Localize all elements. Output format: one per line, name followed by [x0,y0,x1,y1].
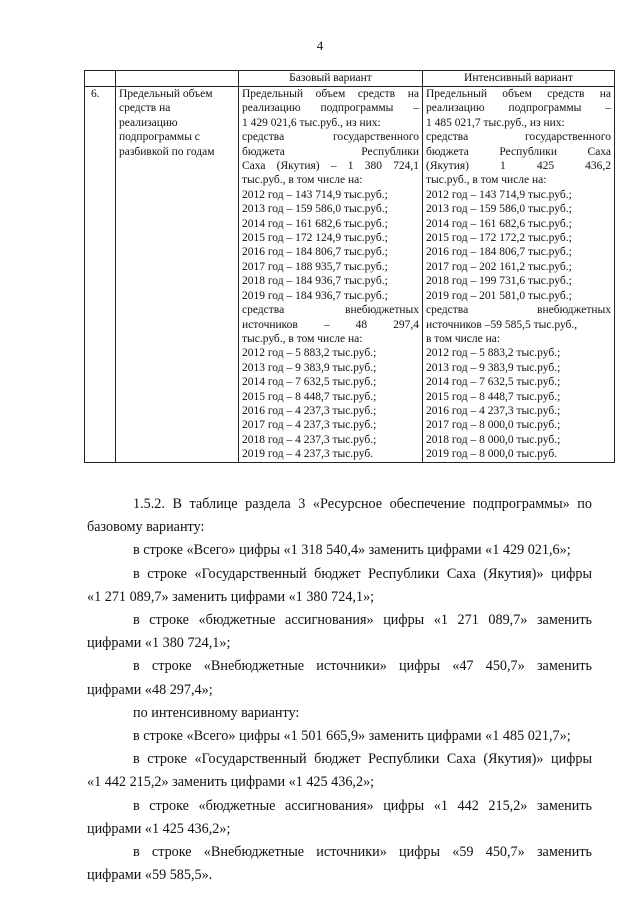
cell-line: 2014 год – 7 632,5 тыс.руб.; [426,376,561,389]
cell-line: средства государственного [426,131,611,144]
intensive-variant-cell [423,87,615,463]
cell-line: средства государственного [242,131,419,144]
body-line: цифрами «48 297,4»; [87,681,213,698]
cell-line: 2017 год – 8 000,0 тыс.руб.; [426,419,561,432]
body-line: цифрами «1 380 724,1»; [87,635,231,652]
cell-line: 2015 год – 8 448,7 тыс.руб.; [242,390,377,403]
cell-line: 2018 год – 4 237,3 тыс.руб.; [242,433,377,446]
cell-line: 2013 год – 9 383,9 тыс.руб.; [426,361,561,374]
cell-line: 2012 год – 5 883,2 тыс.руб.; [242,347,377,360]
cell-line: источников –59 585,5 тыс.руб., [426,318,578,331]
funding-table [84,70,615,463]
page-number: 4 [316,38,324,53]
cell-line: 2016 год – 184 806,7 тыс.руб.; [242,246,388,259]
cell-line: 2019 год – 184 936,7 тыс.руб.; [242,289,388,302]
cell-line: 2017 год – 4 237,3 тыс.руб.; [242,419,377,432]
cell-line: 2017 год – 202 161,2 тыс.руб.; [426,260,572,273]
header-cell-intensive: Интенсивный вариант [423,71,615,87]
row-label-line: Предельный объем [119,88,213,100]
header-cell-label [116,71,239,87]
cell-line: 2012 год – 143 714,9 тыс.руб.; [242,188,388,201]
cell-line: бюджета Республики Саха [426,145,611,158]
cell-line: бюджета Республики [242,145,419,158]
cell-line: средства внебюджетных [242,304,419,317]
body-line: в строке «Государственный бюджет Республики Саха (Якутия)» цифры [133,751,592,768]
body-line: в строке «Всего» цифры «1 318 540,4» заменить цифрами «1 429 021,6»; [133,542,571,559]
body-line: «1 442 215,2» заменить цифрами «1 425 436,2»; [87,774,375,791]
cell-line: 2018 год – 8 000,0 тыс.руб.; [426,433,561,446]
cell-line: 2014 год – 161 682,6 тыс.руб.; [242,217,388,230]
body-line: по интенсивному варианту: [133,704,300,721]
cell-line: 2015 год – 8 448,7 тыс.руб.; [426,390,561,403]
cell-line: Саха (Якутия) – 1 380 724,1 [242,160,419,173]
header-cell-number [85,71,116,87]
cell-line: тыс.руб., в том числе на: [242,332,363,345]
header-cell-base: Базовый вариант [239,71,423,87]
cell-line: 2014 год – 161 682,6 тыс.руб.; [426,217,572,230]
row-label-line: средств на [119,102,171,115]
cell-line: 2018 год – 184 936,7 тыс.руб.; [242,275,388,288]
cell-line: (Якутия) 1 425 436,2 [426,160,611,173]
body-line: цифрами «1 425 436,2»; [87,820,231,837]
body-text [87,493,592,887]
cell-line: 2019 год – 201 581,0 тыс.руб.; [426,289,572,302]
cell-line: в том числе на: [426,332,501,345]
cell-line: 2018 год – 199 731,6 тыс.руб.; [426,275,572,288]
body-line: базовому варианту: [87,519,205,536]
cell-line: тыс.руб., в том числе на: [242,174,363,187]
cell-line: Предельный объем средств на [426,88,611,100]
cell-line: 2019 год – 4 237,3 тыс.руб. [242,448,374,461]
body-line: в строке «бюджетные ассигнования» цифры «1 442 215,2» заменить [133,797,592,814]
cell-line: 2013 год – 159 586,0 тыс.руб.; [426,203,572,216]
table-header-row [85,71,615,87]
cell-line: тыс.руб., в том числе на: [426,174,547,187]
cell-line: 2016 год – 4 237,3 тыс.руб.; [242,404,377,417]
row-label-line: реализацию [119,116,178,129]
cell-line: реализацию подпрограммы – [242,102,419,115]
base-variant-cell [239,87,423,463]
cell-line: 2013 год – 159 586,0 тыс.руб.; [242,203,388,216]
cell-line: 2015 год – 172 124,9 тыс.руб.; [242,232,388,245]
body-line: в строке «Государственный бюджет Республики Саха (Якутия)» цифры [133,565,592,582]
body-line: в строке «Внебюджетные источники» цифры «59 450,7» заменить [133,844,592,861]
cell-line: 1 429 021,6 тыс.руб., из них: [242,116,381,129]
cell-line: 2014 год – 7 632,5 тыс.руб.; [242,376,377,389]
cell-line: средства внебюджетных [426,304,611,317]
row-label [116,87,239,463]
cell-line: 1 485 021,7 тыс.руб., из них: [426,116,565,129]
body-line: 1.5.2. В таблице раздела 3 «Ресурсное обеспечение подпрограммы» по [133,496,592,512]
cell-line: 2016 год – 4 237,3 тыс.руб.; [426,404,561,417]
row-label-line: подпрограммы с [119,131,200,144]
cell-line: 2015 год – 172 172,2 тыс.руб.; [426,232,572,245]
row-label-line: разбивкой по годам [119,145,215,158]
cell-line: 2012 год – 5 883,2 тыс.руб.; [426,347,561,360]
cell-line: 2013 год – 9 383,9 тыс.руб.; [242,361,377,374]
cell-line: Предельный объем средств на [242,88,419,100]
cell-line: 2012 год – 143 714,9 тыс.руб.; [426,188,572,201]
cell-line: 2019 год – 8 000,0 тыс.руб. [426,448,558,461]
body-line: в строке «Всего» цифры «1 501 665,9» заменить цифрами «1 485 021,7»; [133,728,571,745]
body-line: в строке «Внебюджетные источники» цифры «47 450,7» заменить [133,658,592,675]
cell-line: 2016 год – 184 806,7 тыс.руб.; [426,246,572,259]
body-line: цифрами «59 585,5». [87,867,213,884]
body-line: «1 271 089,7» заменить цифрами «1 380 724,1»; [87,588,375,605]
cell-line: реализацию подпрограммы – [426,102,611,115]
row-number: 6. [85,87,116,463]
cell-line: источников – 48 297,4 [242,318,419,331]
table-row [85,87,615,463]
cell-line: 2017 год – 188 935,7 тыс.руб.; [242,260,388,273]
body-line: в строке «бюджетные ассигнования» цифры «1 271 089,7» заменить [133,612,592,629]
